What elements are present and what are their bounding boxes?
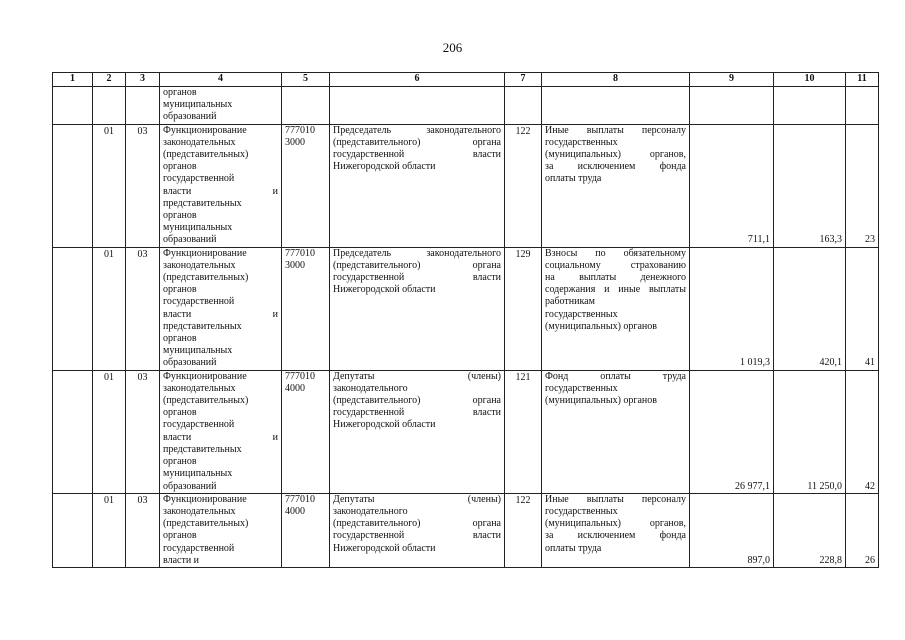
- text-line: 777010: [285, 124, 315, 136]
- text-line: за исключением фонда: [545, 161, 686, 173]
- text-line: власти и: [163, 431, 278, 443]
- column-header: 2: [93, 73, 126, 87]
- column-header: 7: [505, 73, 542, 87]
- text-line: 4000: [285, 382, 305, 394]
- cell-col1: [53, 87, 93, 125]
- column-header: 6: [330, 73, 505, 87]
- text-line: государственной: [163, 419, 235, 431]
- target-article-name: [330, 370, 505, 493]
- text-line: Депутаты (члены): [333, 493, 501, 505]
- text-line: 01: [104, 371, 114, 383]
- text-line: (муниципальных) органов,: [545, 149, 686, 161]
- percent-col11: [846, 247, 879, 370]
- section-code: [93, 124, 126, 247]
- text-line: представительных: [163, 443, 242, 455]
- text-line: законодательного: [333, 382, 408, 394]
- cell-col11: [846, 87, 879, 125]
- target-article-code: [282, 124, 330, 247]
- text-line: муниципальных: [163, 345, 233, 357]
- cell-col1: [53, 493, 93, 567]
- text-line: органов: [163, 284, 197, 296]
- text-line: работникам: [545, 296, 595, 308]
- text-line: 777010: [285, 493, 315, 505]
- text-line: 420,1: [819, 357, 842, 369]
- target-article-name: [330, 247, 505, 370]
- text-line: законодательного: [333, 505, 408, 517]
- column-header: 11: [846, 73, 879, 87]
- expense-type-name: [542, 124, 690, 247]
- cell-col8: [542, 87, 690, 125]
- header-row: [53, 73, 879, 87]
- budget-table: [52, 72, 879, 568]
- subsection-code: [126, 247, 160, 370]
- text-line: органов: [163, 333, 197, 345]
- text-line: 03: [137, 248, 148, 260]
- text-line: Функционирование: [163, 247, 247, 259]
- table-row: [53, 370, 879, 493]
- text-line: государственной власти: [333, 530, 501, 542]
- text-line: государственных: [545, 382, 618, 394]
- amount-col9: [690, 370, 774, 493]
- text-line: 42: [865, 480, 875, 492]
- cell-col1: [53, 247, 93, 370]
- text-line: (представительного) органа: [333, 259, 501, 271]
- text-line: 129: [515, 248, 531, 260]
- target-article-code: [282, 370, 330, 493]
- expense-type-code: [505, 370, 542, 493]
- section-code: [93, 370, 126, 493]
- text-line: органов: [163, 530, 197, 542]
- text-line: Председатель законодательного: [333, 124, 501, 136]
- amount-col10: [774, 370, 846, 493]
- cell-col1: [53, 370, 93, 493]
- text-line: 23: [865, 234, 875, 246]
- text-line: образований: [163, 111, 217, 123]
- table-row: [53, 493, 879, 567]
- text-line: 777010: [285, 370, 315, 382]
- text-line: органов: [163, 456, 197, 468]
- text-line: 03: [137, 125, 148, 137]
- text-line: Функционирование: [163, 493, 247, 505]
- cell-col7: [505, 87, 542, 125]
- text-line: на выплаты денежного: [545, 272, 686, 284]
- amount-col10: [774, 124, 846, 247]
- text-line: государственных: [545, 308, 618, 320]
- text-line: органов: [163, 407, 197, 419]
- text-line: власти и: [163, 185, 278, 197]
- column-header: 3: [126, 73, 160, 87]
- expense-type-code: [505, 493, 542, 567]
- text-line: 711,1: [747, 234, 770, 246]
- text-line: представительных: [163, 320, 242, 332]
- text-line: 897,0: [747, 554, 770, 566]
- text-line: 163,3: [819, 234, 842, 246]
- text-line: (представительного) органа: [333, 395, 501, 407]
- text-line: 777010: [285, 247, 315, 259]
- text-line: (муниципальных) органов: [545, 320, 658, 332]
- section-name: [160, 124, 282, 247]
- text-line: образований: [163, 480, 217, 492]
- text-line: (представительных): [163, 272, 249, 284]
- text-line: Иные выплаты персоналу: [545, 124, 686, 136]
- table-row: [53, 247, 879, 370]
- text-line: Функционирование: [163, 124, 247, 136]
- section-name: [160, 370, 282, 493]
- text-line: государственной власти: [333, 407, 501, 419]
- text-line: 26 977,1: [735, 480, 770, 492]
- text-line: (представительного) органа: [333, 518, 501, 530]
- text-line: власти и: [163, 308, 278, 320]
- text-line: Нижегородской области: [333, 419, 436, 431]
- text-line: (представительных): [163, 518, 249, 530]
- column-header: 4: [160, 73, 282, 87]
- text-line: власти и: [163, 554, 200, 566]
- text-line: органов: [163, 210, 197, 222]
- amount-col10: [774, 247, 846, 370]
- text-line: 3000: [285, 136, 305, 148]
- percent-col11: [846, 493, 879, 567]
- target-article-name: [330, 124, 505, 247]
- cell-col9: [690, 87, 774, 125]
- amount-col9: [690, 247, 774, 370]
- expense-type-name: [542, 493, 690, 567]
- cell-col5: [282, 87, 330, 125]
- cell-col6: [330, 87, 505, 125]
- section-name: [160, 493, 282, 567]
- text-line: образований: [163, 357, 217, 369]
- text-line: оплаты труда: [545, 173, 602, 185]
- target-article-code: [282, 493, 330, 567]
- text-line: 121: [515, 371, 531, 383]
- expense-type-name: [542, 247, 690, 370]
- subsection-code: [126, 493, 160, 567]
- text-line: Фонд оплаты труда: [545, 370, 686, 382]
- text-line: государственной: [163, 296, 235, 308]
- page-number: 206: [442, 40, 463, 55]
- percent-col11: [846, 124, 879, 247]
- expense-type-code: [505, 124, 542, 247]
- text-line: Иные выплаты персоналу: [545, 493, 686, 505]
- text-line: 01: [104, 494, 114, 506]
- text-line: органов: [163, 87, 197, 98]
- expense-type-name: [542, 370, 690, 493]
- section-code: [93, 247, 126, 370]
- cell-col1: [53, 124, 93, 247]
- text-line: 03: [137, 494, 148, 506]
- text-line: Функционирование: [163, 370, 247, 382]
- target-article-code: [282, 247, 330, 370]
- text-line: Нижегородской области: [333, 161, 436, 173]
- column-header: 10: [774, 73, 846, 87]
- table-row: [53, 124, 879, 247]
- text-line: законодательных: [163, 382, 236, 394]
- text-line: 01: [104, 248, 114, 260]
- text-line: (муниципальных) органов,: [545, 518, 686, 530]
- text-line: содержания и иные выплаты: [545, 284, 686, 296]
- text-line: 01: [104, 125, 114, 137]
- text-line: 03: [137, 371, 148, 383]
- budget-table-container: [52, 72, 878, 568]
- text-line: государственной: [163, 173, 235, 185]
- text-line: Взносы по обязательному: [545, 247, 686, 259]
- percent-col11: [846, 370, 879, 493]
- text-line: образований: [163, 234, 217, 246]
- amount-col9: [690, 124, 774, 247]
- section-name: [160, 247, 282, 370]
- amount-col9: [690, 493, 774, 567]
- subsection-code: [126, 370, 160, 493]
- text-line: государственной власти: [333, 149, 501, 161]
- text-line: представительных: [163, 197, 242, 209]
- expense-type-code: [505, 247, 542, 370]
- text-line: законодательных: [163, 505, 236, 517]
- text-line: 1 019,3: [740, 357, 770, 369]
- text-line: Депутаты (члены): [333, 370, 501, 382]
- section-code: [93, 493, 126, 567]
- text-line: Нижегородской области: [333, 284, 436, 296]
- text-line: государственных: [545, 505, 618, 517]
- text-line: государственной: [163, 542, 235, 554]
- text-line: Председатель законодательного: [333, 247, 501, 259]
- text-line: муниципальных: [163, 222, 233, 234]
- text-line: Нижегородской области: [333, 542, 436, 554]
- text-line: 41: [865, 357, 875, 369]
- cell-col3: [126, 87, 160, 125]
- text-line: (представительных): [163, 395, 249, 407]
- text-line: 228,8: [819, 554, 842, 566]
- text-line: 122: [515, 125, 531, 137]
- column-header: 8: [542, 73, 690, 87]
- text-line: за исключением фонда: [545, 530, 686, 542]
- cell-col2: [93, 87, 126, 125]
- text-line: 26: [865, 554, 875, 566]
- text-line: (представительных): [163, 149, 249, 161]
- text-line: (муниципальных) органов: [545, 395, 658, 407]
- cell-col4: [160, 87, 282, 125]
- continuation-row: [53, 87, 879, 125]
- text-line: государственных: [545, 136, 618, 148]
- text-line: законодательных: [163, 259, 236, 271]
- text-line: муниципальных: [163, 468, 233, 480]
- text-line: 3000: [285, 259, 305, 271]
- column-header: 1: [53, 73, 93, 87]
- target-article-name: [330, 493, 505, 567]
- subsection-code: [126, 124, 160, 247]
- text-line: 4000: [285, 505, 305, 517]
- text-line: 11 250,0: [807, 480, 842, 492]
- column-header: 5: [282, 73, 330, 87]
- text-line: государственной власти: [333, 272, 501, 284]
- text-line: социальному страхованию: [545, 259, 686, 271]
- text-line: 122: [515, 494, 531, 506]
- text-line: оплаты труда: [545, 542, 602, 554]
- amount-col10: [774, 493, 846, 567]
- column-header: 9: [690, 73, 774, 87]
- text-line: муниципальных: [163, 99, 233, 111]
- text-line: органов: [163, 161, 197, 173]
- cell-col10: [774, 87, 846, 125]
- text-line: законодательных: [163, 136, 236, 148]
- text-line: (представительного) органа: [333, 136, 501, 148]
